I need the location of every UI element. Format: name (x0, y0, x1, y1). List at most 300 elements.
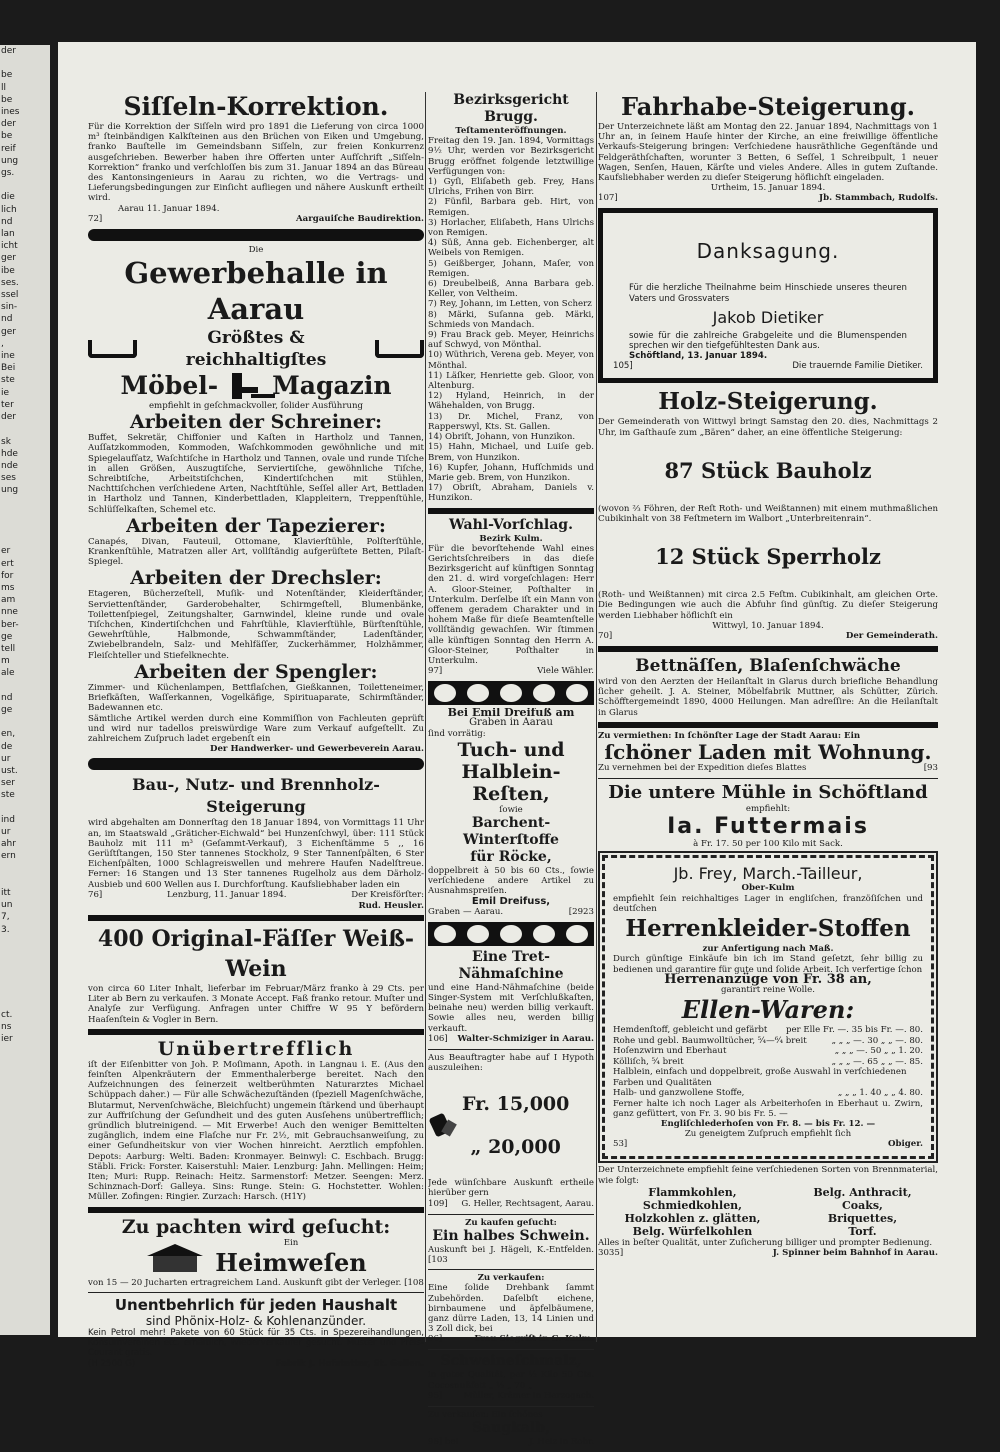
ad-title: ſchöner Laden mit Wohnung. (604, 740, 932, 765)
fragment-text: ge (1, 631, 13, 642)
fragment-text (0, 509, 50, 521)
fragment-text (0, 1168, 50, 1180)
ad-intro: Freitag den 19. Jan. 1894, Vormittags 9½ Uhr, werden vor Bezirksgericht Brugg eröffnet folgende letztwillige Verfügungen von: (428, 136, 594, 177)
list-item: 9) Frau Brack geb. Meyer, Heinrichs auf Schwyd, von Mönthal. (428, 330, 594, 351)
ad-product: Ia. Futtermais (667, 814, 869, 840)
ad-phoenix (88, 1296, 424, 1370)
ad-body: iſt der Eiſenbitter von Joh. P. Moſimann, Apoth. in Langnau i. E. (Aus den feinſten Alpenkräutern der Emmenthalerberge bereitet. Nach den Aufzeichnungen des ſeinerzeit weltberühmten Naturarztes Michael Schüppach daher.) — Für alle Schwächezuſtänden (ſpeziell Magenſchwäche, Blutarmut, Nervenſchwäche, Bleichſucht) ungemein ſtärkend und überhaupt zur Auffriſchung der Geſundheit und des guten Ausſehens unübertrefflich; gründlich blutreinigend. — Mit Erwerbe! Auch den weniger Bemittelten zugänglich, indem eine Flaſche nur Fr. 2½, mit Gebrauchsanweiſung, zu einer Geſundheitskur von vier Wochen hinreicht. Aerztlich empfohlen. Depots: Aarburg: Welti. Baden: Kronmayer. Beinwyl: C. Eschbach. Brugg: Stäbli. Frick: Forster. Kaiserstuhl: Maier. Lenzburg: Jahn. Mellingen: Heim; Iten; Muri: Rupp. Reinach: Heitz. Sarmenstorf: Metzer. Seengen: Merz. Schinznach-Dorf: Galleya. Sins: Runge. Stein: G. Hochstetter. Wohlen: Müller. Zofingen: Ringier. Zurzach: Harsch. (H1Y) (88, 1059, 424, 1203)
ad-hypothek (428, 1053, 594, 1210)
fragment-text: der (1, 412, 16, 423)
fragment-text (0, 960, 50, 972)
ad-title: Unübertrefflich (157, 1037, 355, 1060)
fragment-text (0, 1253, 50, 1265)
fuel-item: Flammkohlen, (648, 1185, 737, 1199)
fragment-text: reif (1, 143, 16, 154)
ad-title: Holz-Steigerung. (658, 388, 878, 416)
ad-ref: 96] (428, 1334, 443, 1345)
ad-title: Die untere Mühle in Schöftland (608, 782, 928, 804)
fuel-item: Belg. Würfelkohlen (632, 1224, 753, 1238)
fragment-text: ung (1, 155, 19, 166)
ad-body: Alles in beſter Qualität, unter Zuſicherung billiger und prompter Bedienung. (598, 1237, 933, 1248)
ad-quantity: 87 Stück Bauholz (664, 457, 872, 483)
fragment-text: ust. (1, 765, 18, 776)
ad-title: Zu verkaufen: (477, 1273, 545, 1284)
ad-heimwesen (88, 1216, 424, 1288)
price-list (613, 1025, 923, 1099)
fragment-text (0, 972, 50, 984)
sofa-icon (88, 340, 137, 358)
hand-money-icon (428, 1111, 458, 1141)
ad-date: Lenzburg, 11. Januar 1894. (166, 889, 287, 900)
ad-signer: Obiger. (888, 1139, 923, 1150)
ad-title: Unentbehrlich für jeden Haushalt (114, 1296, 398, 1314)
ad-eisenbitter (88, 1038, 424, 1203)
ad-title: Saugkalb, (472, 1420, 550, 1437)
fragment-text (0, 1265, 50, 1277)
fragment-text: ger (1, 326, 16, 337)
fragment-text: for (1, 570, 14, 581)
divider (428, 1269, 594, 1270)
list-item: 17) Obriſt, Abraham, Daniels v. Hunzikon. (428, 483, 594, 504)
fragment-text: ie (1, 387, 10, 398)
ad-title: Fahrhabe-Steigerung. (621, 92, 915, 121)
fragment-text: ern (1, 851, 16, 862)
fragment-text: , (1, 338, 4, 349)
ad-body: in guter Qualität, per ½ Kilo 50 Cts. Cocosnußfett „ ½ „ 70 „ (428, 1370, 594, 1391)
ad-signer: Der Gemeinderath. (845, 631, 938, 642)
fragment-text: ur (1, 753, 11, 764)
ad-date: Schöftland, 13. Januar 1894. (629, 351, 768, 362)
ad-body: wird von den Aerzten der Heilanſtalt in Glarus durch briefliche Behandlung ſicher geheilt. J. A. Steiner, Möbelfabrik Muttner, als Schütter, Zürich. Schöfftergemeindt 1890, 4000 Heilungen. Man adreſſire: An die Heilanſtalt in Glarus (598, 677, 938, 718)
fragment-text: sk (1, 436, 11, 447)
fragment-text: ste (1, 790, 15, 801)
fragment-text (0, 1229, 50, 1241)
ad-body: Zu vernehmen bei der Expedition dieſes Blattes (598, 763, 807, 774)
fuel-item: Torf. (848, 1224, 877, 1238)
fragment-text (0, 521, 50, 533)
fragment-text: ier (1, 1034, 13, 1045)
section-title: Arbeiten der Tapezierer: (126, 514, 386, 537)
fragment-text: hde (1, 448, 18, 459)
ad-holz-steigerung-wittwyl (598, 387, 938, 642)
ad-signer: Walter-Schmiziger in Aarau. (457, 1033, 594, 1044)
ad-body: von 15 — 20 Jucharten ertragreichem Land. Auskunft gibt der Verleger. [108 (88, 1277, 424, 1288)
ad-price: à Fr. 17. 50 per 100 Kilo mit Sack. (693, 839, 843, 850)
fragment-text (0, 948, 50, 960)
fragment-text (0, 985, 50, 997)
divider (598, 646, 938, 652)
ad-body: Der Gemeinderath von Wittwyl bringt Samstag den 20. dies, Nachmittags 2 Uhr, im Gaſthauſe zum „Bären“ daher, an eine öffentliche Steigerung: (598, 417, 938, 438)
ad-bezirksgericht (428, 92, 594, 504)
price-row (613, 1057, 923, 1068)
fragment-text: be (1, 94, 13, 105)
ad-muehle (598, 782, 938, 849)
fragment-text: m (1, 656, 10, 667)
fragment-text (0, 1119, 50, 1131)
ad-place: Ober-Kulm (741, 883, 795, 894)
ad-body: Für die bevorſtehende Wahl eines Gerichtsſchreibers in das dieſe Bezirksgericht auf künftigen Sonntag den 21. d. wird vorgeſchlagen: Herr A. Gloor-Steiner, Poſthalter in Unterkulm. Derſelbe iſt ein Mann von offenem geradem Charakter und in hohem Maße für dieſe Beamtenſtelle vollſtändig gewachſen. Wir ſtimmen alle künftigen Sonntag den Herrn A. Gloor-Steiner, Poſthalter in Unterkulm. (428, 543, 594, 666)
ad-body: wird abgehalten am Donnerſtag den 18 Januar 1894, von Vormittags 11 Uhr an, im Staatswald „Gräticher-Eichwald“ bei Hunzenſchwyl, über: 111 Stück Bauholz mit 111 m³ (Geſammt-Verkauf), 3 Eichenſtämme 5 ,, 16 Gerüſtſtangen, 150 Ster tannenes Stockholz, 9 Ster Tannenſpälten, 6 Ster Eichenſpälten, 1000 Schlagreiswellen und mehrere Haufen Nadelſtreue. Ferner: 16 Stangen und 13 Ster tannenes Rugelholz aus dem Därholz-Ausbieb und 600 Wellen aus I. Durchforſtung. Kaufsliebhaber laden ein (88, 818, 424, 890)
fragment-text: ines (1, 107, 20, 118)
fragment-text: lan (1, 229, 15, 240)
ad-schmalz (428, 1353, 594, 1401)
ad-title: Zu kaufen geſucht: (465, 1217, 557, 1228)
fragment-text: er (1, 546, 11, 557)
price-item: Rohe und gebl. Baumwolltücher, ⁵⁄₄—⁶⁄₄ breit (613, 1035, 807, 1046)
price-value: „ „ „ —. 65 „ „ —. 85. (831, 1056, 923, 1067)
ad-ref: 53] (613, 1139, 628, 1150)
ad-signer: G. Heller, Rechtsagent, Aarau. (461, 1198, 594, 1209)
ad-guarantee: garantirt reine Wolle. (721, 984, 815, 995)
fragment-text: un (1, 900, 13, 911)
price-value (919, 1067, 923, 1088)
ad-kicker: Die (248, 244, 264, 255)
fragment-text (0, 1094, 50, 1106)
list-item: 2) Fünfil, Barbara geb. Hirt, von Remigen. (428, 197, 594, 218)
price-value: „ „ „ 1. 40 „ „ 4. 80. (837, 1088, 923, 1099)
list-item: 1) Gyſi, Eliſabeth geb. Frey, Hans Ulrichs, Frihen von Birr. (428, 177, 594, 198)
fragment-text (0, 716, 50, 728)
divider (88, 1029, 424, 1035)
fragment-text (0, 57, 50, 69)
fragment-text (0, 997, 50, 1009)
ad-signer: Rud. Heusler. (358, 900, 424, 911)
fragment-text: Bei (1, 363, 16, 374)
ad-title: Danksagung. (696, 239, 840, 264)
ad-heading-magazin: Magazin (272, 371, 392, 401)
ad-signer: Aargauiſche Baudirektion. (296, 213, 424, 224)
fragment-text (0, 1180, 50, 1192)
ad-subtitle: sind Phönix-Holz- & Kohlenanzünder. (145, 1314, 367, 1328)
fragment-text: der (1, 119, 16, 130)
ornament-divider (88, 229, 424, 241)
fuel-item: Briquettes, (827, 1211, 898, 1225)
ad-title: Tuch- und (457, 738, 565, 761)
fragment-text: ses. (1, 277, 19, 288)
divider (428, 1349, 594, 1350)
list-item: 7) Rey, Johann, im Letten, von Scherz (428, 299, 592, 310)
ad-date: Aarau 11. Januar 1894. (118, 203, 220, 214)
price-row (613, 1046, 923, 1057)
section-title: Arbeiten der Drechsler: (130, 567, 382, 590)
ad-body: Durch günſtige Einkäufe bin ich im Stand geſetzt, ſehr billig zu bedienen und garantire für gute und ſolide Arbeit. Ich verfertige ſchon (613, 954, 923, 975)
fragment-text: ste (1, 375, 15, 386)
column-left (88, 92, 424, 1374)
price-item: Hemdenſtoff, gebleicht und gefärbt (613, 1025, 768, 1036)
list-item: 6) Dreubelbeiß, Anna Barbara geb. Keller, von Veltheim. (428, 279, 594, 300)
fragment-text: nne (1, 607, 18, 618)
fragment-text: ber- (1, 619, 19, 630)
price-row (613, 1067, 923, 1088)
amount: „ 20,000 (470, 1136, 561, 1159)
ornament-dots (428, 922, 594, 946)
fragment-text (0, 802, 50, 814)
ad-body: Der Unterzeichnete läßt am Montag den 22. Januar 1894, Nachmittags von 1 Uhr an, in ſeinem Hauſe hinter der Kirche, an eine freiwillige öffentliche Verkaufs-Steigerung bringen: Verſchiedene hausräthliche Gegenſtände und Feldgeräthſchaften, worunter 3 Betten, 6 Seſſel, 1 Schreibpult, 1 neuer Wagen, Senſen, Hauen, Kärſte und vieles Andere. Alles in gutem Zuſtande. Kaufsliebhaber werden zu dieſer Steigerung höflichſt eingeladen. (598, 122, 938, 184)
ad-title: Eine Tret-Nähmaſchine (458, 948, 564, 982)
list-item: 12) Hyland, Heinrich, in der Wähehalden, von Brugg. (428, 391, 594, 412)
section-body: Etageren, Bücherzeſtell, Muſik- und Notenſtänder, Kleiderſtänder, Serviettenſtänder, Garderobehalter, Schirmgeſtell, Blumenbänke, Toilettenſpiegel, Zeitungshalter, Garnwindel, kleine runde und ovale Tiſchchen, Kindertiſchchen und Fahrſtühle, Klavierſtühle, Bürſtenſtühle, Gewehrſtühle, Halbmonde, Schwammſtänder, Ladenſtänder, Zwiebelbrandeln, Salz- und Mehlfäſſer, Zuckerhämmer, Holzhämmer, Fleiſchteller und Stiefelknechte. (88, 589, 424, 661)
ad-title: Bau-, Nutz- und Brennholz-Steigerung (132, 775, 380, 817)
fuel-item: Belg. Anthracit, (813, 1185, 912, 1199)
fragment-text: nd (1, 692, 13, 703)
divider (598, 778, 938, 779)
ad-signer: Der Handwerker- und Gewerbeverein Aarau. (210, 744, 424, 755)
ad-dreifuss (428, 708, 594, 918)
section-body: Canapés, Divan, Fauteuil, Ottomane, Klavierſtühle, Polſterſtühle, Krankenſtühle, Matratzen aller Art, vollſtändig aufgerüſtete Betten, Pilaſt-Spiegel. (88, 536, 424, 568)
column-rule (596, 92, 597, 1342)
ad-subtitle: Ein halbes Schwein. (432, 1227, 590, 1244)
fragment-text: die (1, 192, 15, 203)
ad-address: Graben — Aarau. (428, 906, 504, 917)
divider (88, 1292, 424, 1293)
fragment-text (0, 1217, 50, 1229)
price-item: Hoſenzwirn und Eberhaut (613, 1046, 727, 1057)
fragment-text (0, 1192, 50, 1204)
ad-heading-moebel: Möbel- (120, 371, 219, 401)
ad-closing: Sämtliche Artikel werden durch eine Kommiſſion von Fachleuten geprüft und wird nur tadellos preiswürdige Ware zum Verkauf aufgeſtellt. Zu zahlreichem Zuſpruch ladet ergebenſt ein (88, 713, 424, 744)
ad-title: Bettnäſſen, Blaſenſchwäche (635, 656, 901, 677)
divider (88, 1207, 424, 1213)
price-item: Halblein, einfach und doppelbreit, große Auswahl in verſchiedenen Farben und Qualitäten (613, 1067, 907, 1088)
column-middle (428, 92, 594, 1452)
section-title: Arbeiten der Schreiner: (130, 411, 382, 434)
ad-title: Barchent-Winterſtoffe (463, 814, 559, 848)
previous-page-strip (0, 45, 50, 1335)
ad-line: ſowie (499, 804, 523, 815)
ad-gewerbehalle (88, 245, 424, 754)
fragment-text: gs. (1, 168, 15, 179)
ad-ref: 76] (88, 889, 103, 900)
ad-wahlvorschlag (428, 517, 594, 678)
ad-date: Urtheim, 15. Januar 1894. (710, 183, 826, 194)
ad-line: Graben in Aarau (469, 717, 553, 729)
price-item: Halb- und ganzwollene Stoffe, (613, 1088, 745, 1099)
section-title: Arbeiten der Spengler: (134, 660, 378, 683)
fragment-text: ct. (1, 1010, 13, 1021)
list-item: 15) Hahn, Michael, und Luiſe geb. Brem, von Hunzikon. (428, 442, 594, 463)
fragment-text: icht (1, 241, 18, 252)
fragment-text: ind (1, 814, 15, 825)
fragment-text: en, (1, 729, 16, 740)
list-item: 5) Geißberger, Johann, Maſer, von Remigen. (428, 258, 594, 279)
ad-body: Jede wünſchbare Auskunft ertheile hierüber gern (428, 1178, 594, 1199)
ad-ref: [93 (923, 763, 938, 774)
ad-body: Auskunft bei J. Hägeli, K.-Entfelden. [103 (428, 1244, 594, 1266)
ad-line: Aus Beauftragter habe auf I Hypoth auszuleihen: (428, 1052, 594, 1073)
fragment-text: sin- (1, 302, 18, 313)
ad-name: Jakob Dietiker (712, 307, 824, 327)
list-item: 13) Dr. Michel, Franz, von Rapperswyl, Kts. St. Gallen. (428, 411, 594, 432)
fragment-text: am (1, 595, 16, 606)
ad-schwein (428, 1218, 594, 1266)
ad-title: für Röcke, (470, 848, 552, 865)
ad-ref: 109] (428, 1198, 448, 1209)
divider (428, 1049, 594, 1050)
ad-sub: zur Anfertigung nach Maß. (702, 944, 834, 955)
price-value: „ „ „ —. 30 „ „ —. 80. (831, 1035, 923, 1046)
ad-intro: empfiehlt in geſchmackvoller, ſolider Ausführung (148, 401, 364, 412)
ad-signer: Viele Wähler. (537, 666, 594, 677)
list-item: 10) Wüthrich, Verena geb. Meyer, von Mönthal. (428, 350, 594, 371)
chair-table-icon (228, 373, 262, 399)
ad-body: und eine Hand-Nähmaſchine (beide Singer-System mit Verſchlußkaſten, beinahe neu) werden billig verkauft. Sowie alles neu, werden billig verkauft. (428, 982, 594, 1034)
list-item: 11) Läſker, Henriette geb. Gloor, von Altenburg. (428, 370, 594, 392)
ad-subtitle: Bezirk Kulm. (479, 533, 543, 544)
divider (428, 1406, 594, 1407)
ad-name: Emil Dreifuss, (471, 895, 551, 907)
ad-signer: Frau Siegriſt in G.-Kulm. (474, 1334, 594, 1345)
fuel-item: Schmiedkohlen, (642, 1198, 743, 1212)
ad-subtitle: Größtes & reichhaltigſtes (185, 328, 327, 371)
ad-weisswein (88, 924, 424, 1025)
ornament-divider (88, 758, 424, 770)
ad-body: (wovon ⅔ Föhren, der Reſt Roth- und Weißtannen) mit einem muthmaßlichen Cubikinhalt von 38 Feſtmetern im Walbort „Unterbreitenrain“. (598, 503, 938, 525)
fragment-text: itt (1, 888, 11, 899)
divider (598, 722, 938, 728)
fragment-text: ert (1, 558, 14, 569)
ad-danksagung (598, 208, 938, 383)
ad-body: Eine ſolide Drehbank ſammt Zubehörden. Daſelbſt eichene, birnbaumene und äpfelbäumene, ganz dürre Laden, 13, 14 Linien und 3 Zoll dick, bei (428, 1283, 594, 1335)
list-item: 4) Süß, Anna geb. Eichenberger, alt Weibels von Remigen. (428, 238, 594, 259)
ad-signer: J. Heiz in Rohr. (529, 1437, 594, 1448)
fragment-text (0, 1143, 50, 1155)
ad-title: Gewerbehalle in Aarau (124, 256, 388, 327)
ad-body: Ferner halte ich noch Lager als Arbeiterhoſen in Eberhaut u. Zwirn, ganz gefüttert, von Fr. 3. 90 bis Fr. 5. — (613, 1098, 923, 1119)
fragment-text: de (1, 741, 13, 752)
ad-body: Für die Korrektion der Siſſeln wird pro 1891 die Lieferung von circa 1000 m³ ſteinbändigen Kalkſteinen aus den Brüchen von Eiken und Umgebung, franko Bauſtelle im Gemeindsbann Siſſeln, zur freien Konkurrenz ausgeſchrieben. Bewerber haben ihre Offerten unter Aufſchrift „Siſſeln-Korrektion“ franko und verſchloſſen bis zum 31. Januar 1894 an das Büreau des Kantonsingenieurs in Aarau zu richten, wo die Vertrags- und Lieferungsbedingungen zur Einſicht aufliegen und nähere Auskunft ertheilt wird. (88, 122, 424, 204)
list-item: 14) Obriſt, Johann, von Hunzikon. (428, 432, 576, 443)
fragment-text (0, 1131, 50, 1143)
price-row (613, 1025, 923, 1036)
ad-intro: empfiehlt ſein reichhaltiges Lager in engliſchen, franzöſiſchen und deutſchen (613, 893, 923, 914)
ad-naehmaschine (428, 949, 594, 1045)
fragment-text (0, 1155, 50, 1167)
ad-body: Kein Petrol mehr! Pakete von 60 Stück für 35 Cts. in Spezereihandlungen, Konsumvereinen etc. erhältlich, Wiederverkäufer gesucht. Muster und Preis-Courant gratis. (88, 1328, 424, 1359)
ad-line: ſind vorrätig: (428, 728, 486, 739)
fragment-text: ter (1, 399, 14, 410)
ad-ref: 105] (613, 361, 633, 372)
ad-drehbank (428, 1273, 594, 1345)
fragment-text (0, 1070, 50, 1082)
ad-ref: (H 2500 G) (88, 1358, 136, 1369)
ad-title: Schweineſchmalz, (440, 1353, 582, 1370)
ad-kicker: Ein (283, 1237, 299, 1248)
ad-title: Zu pachten wird geſucht: (121, 1215, 391, 1238)
ad-ref: [2923 (568, 906, 594, 917)
ad-title: Siſſeln-Korrektion. (123, 92, 389, 121)
ad-body: Für die herzliche Theilnahme beim Hinschiede unseres theuren Vaters und Grossvaters (629, 283, 907, 304)
ad-line: Zu verkaufen: Ein ſchönes (428, 1409, 543, 1420)
ad-ref: 107] (598, 193, 618, 204)
ad-ref: 97] (428, 666, 443, 677)
ad-title: Wahl-Vorſchlag. (449, 516, 573, 533)
house-icon (145, 1244, 205, 1272)
fragment-text: nde (1, 460, 18, 471)
ad-saugkalb (428, 1410, 594, 1448)
ad-ref: 98] bei (428, 1437, 459, 1448)
ad-body: doppelbreit à 50 bis 60 Cts., ſowie verſchiedene andere Artikel zu Ausnahmspreiſen. (428, 865, 594, 897)
fragment-text: be (1, 70, 13, 81)
ad-signer: Die trauernde Familie Dietiker. (792, 361, 923, 372)
amount: Fr. 15,000 (462, 1093, 570, 1116)
fragment-text: lich (1, 204, 17, 215)
ad-line: empfiehlt: (745, 804, 791, 815)
fragment-text: ses (1, 473, 16, 484)
ad-subtitle: Teſtamenteröffnungen. (455, 126, 567, 136)
ad-bettnaessen (598, 655, 938, 718)
ad-body: Engliſchlederhoſen von Fr. 8. — bis Fr. 12. — (660, 1119, 876, 1130)
newspaper-page (58, 42, 976, 1448)
fuel-item: Coaks, (842, 1198, 883, 1212)
fragment-text (0, 936, 50, 948)
fragment-text: ine (1, 351, 15, 362)
fragment-text: 3. (1, 924, 10, 935)
fragment-text: ge (1, 704, 13, 715)
ad-signer: J. Spinner beim Bahnhof in Aarau. (772, 1248, 938, 1259)
divider (88, 915, 424, 921)
fragment-text (0, 1107, 50, 1119)
ad-title: Herrenkleider-Stoffen (625, 915, 911, 943)
ad-name: Jb. Frey, March.-Tailleur, (673, 864, 863, 884)
divider (428, 508, 594, 514)
column-rule (425, 92, 426, 1342)
ad-body: (Roth- und Weißtannen) mit circa 2.5 Feſtm. Cubikinhalt, am gleichen Orte. Die Bedingungen wie auch die Abfuhr ſind günſtig. Zu dieſer Steigerung werden Liebhaber höflichſt ein (598, 590, 938, 621)
ad-line: Zu vermiethen: In ſchönſter Lage der Stadt Aarau: Ein (598, 730, 861, 741)
ad-signer-role: Der Kreisförſter: (351, 889, 424, 900)
sofa-icon (375, 340, 424, 358)
fragment-text (0, 863, 50, 875)
ad-frey (602, 855, 934, 1159)
fragment-text: be (1, 131, 13, 142)
fragment-text: ll (1, 82, 7, 93)
fragment-text (0, 179, 50, 191)
ad-date: Wittwyl, 10. Januar 1894. (712, 620, 824, 631)
fragment-text (0, 1204, 50, 1216)
ad-signer: Jb. Stammbach, Rudolfs. (819, 193, 938, 204)
ad-heading: Heimweſen (215, 1247, 367, 1277)
ad-body: sowie für die zahlreiche Grabgeleite und die Blumenspenden sprechen wir den tiefgefühltesten Dank aus. (629, 330, 907, 352)
column-right (598, 92, 938, 1263)
ad-signer: Müller, Krämer in Herzogach. (463, 1390, 594, 1401)
ad-title: 400 Original-Fäſſer Weiß-Wein (97, 925, 415, 982)
ad-title: Halblein-Reſten, (461, 760, 561, 805)
fragment-text: ahr (1, 839, 16, 850)
fragment-text (0, 1241, 50, 1253)
fragment-text: nd (1, 314, 13, 325)
ad-signer: Fabrik J. Hofstetter, St. Gallen. (275, 1358, 424, 1369)
fuel-item: Holzkohlen z. glätten, (624, 1211, 761, 1225)
fragment-text: ung (1, 485, 19, 496)
fragment-text: ur (1, 827, 11, 837)
fragment-text (0, 533, 50, 545)
fragment-text: ser (1, 778, 15, 789)
ad-body: Zu geneigtem Zuſpruch empfiehlt ſich (684, 1129, 852, 1140)
ad-line: Bei Emil Dreifuß am (447, 708, 575, 720)
ad-spinner (598, 1165, 938, 1259)
ad-ref: 95] (428, 1390, 443, 1401)
fragment-text: 7, (1, 912, 10, 923)
ad-fahrhabe (598, 92, 938, 204)
fragment-text (0, 1278, 50, 1290)
fragment-text (0, 1082, 50, 1094)
ad-suits: Herrenanzüge von Fr. 38 an, (664, 971, 872, 987)
section-body: Zimmer- und Küchenlampen, Bettflaſchen, Gießkannen, Toiletteneimer, Briefkäſten, Waſſerkannen, Vogelkäfige, Spirituaparate, Schirmſtänder, Badewannen etc. (88, 682, 424, 714)
section-body: Buffet, Sekretär, Chiffonier und Kaſten in Hartholz und Tannen, Auſſatzkommoden, Kommoden, Waſchkommoden gewöhnliche und mit Spiegelaufſatz, Waſchtiſche in Hartholz und Tannen, ovale und runde Tiſche in allen Größen, Auszugtiſche, Serviertiſche, gewöhnliche Tiſche, Schreibtiſche, Arbeitstiſchchen, Kindertiſchchen mit Stühlen, Nachttiſchchen verſchiedene Arten, Nachtſtühle, Seſſel aller Art, Bettladen in Hartholz und Tannen, Kinderbettladen, Klappleitern, Treppenſtühle, Schlüſſelkaſten, Schemel etc. (88, 433, 424, 515)
fragment-text: ale (1, 668, 15, 679)
list-item: 3) Horlacher, Eliſabeth, Hans Ulrichs von Remigen. (428, 217, 594, 239)
ad-title: Bezirksgericht Brugg. (453, 92, 569, 125)
testament-list (428, 177, 594, 504)
